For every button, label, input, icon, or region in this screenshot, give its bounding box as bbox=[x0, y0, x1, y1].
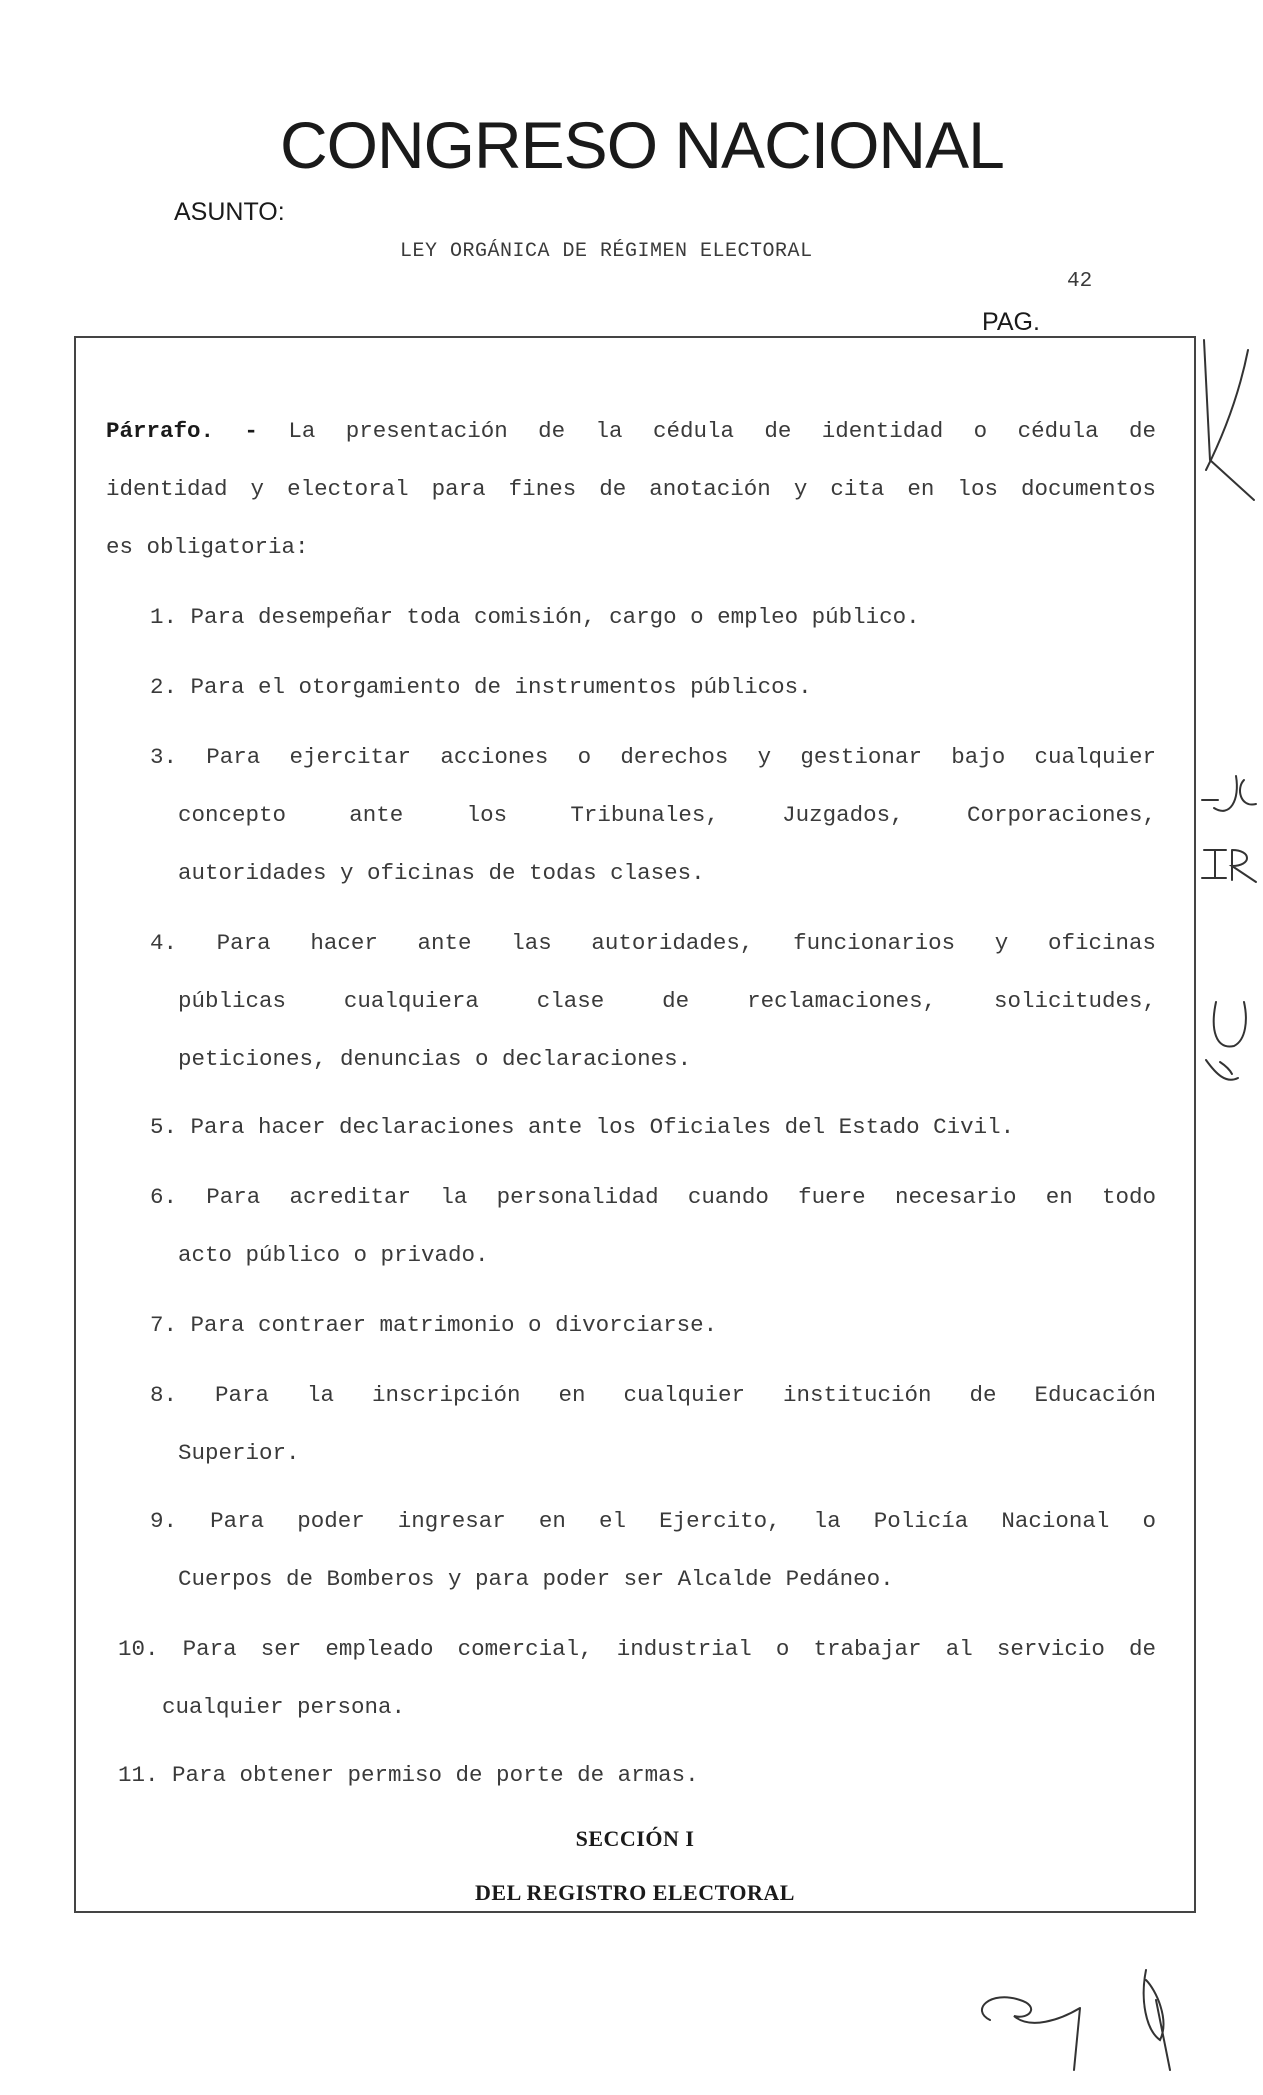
list-item-9-line-1: 9. Para poder ingresar en el Ejercito, la Policía Nacional o bbox=[150, 1508, 1156, 1534]
list-item-5: 5. Para hacer declaraciones ante los Oficiales del Estado Civil. bbox=[150, 1114, 1015, 1140]
list-item-8-line-2: Superior. bbox=[178, 1440, 300, 1466]
list-item-4-line-1: 4. Para hacer ante las autoridades, funcionarios y oficinas bbox=[150, 930, 1156, 956]
intro-line-2: identidad y electoral para fines de anotación y cita en los documentos bbox=[106, 476, 1156, 502]
paragraph-label: Párrafo. - bbox=[106, 418, 258, 444]
page-number: 42 bbox=[1067, 270, 1093, 293]
list-item-4-line-2: públicas cualquiera clase de reclamaciones, solicitudes, bbox=[178, 988, 1156, 1014]
intro-line-1: La presentación de la cédula de identidad o cédula de bbox=[288, 418, 1156, 444]
section-subtitle: DEL REGISTRO ELECTORAL bbox=[475, 1880, 795, 1905]
list-item-1: 1. Para desempeñar toda comisión, cargo o empleo público. bbox=[150, 604, 920, 630]
header-title: CONGRESO NACIONAL bbox=[280, 108, 1004, 182]
list-item-7: 7. Para contraer matrimonio o divorciarse. bbox=[150, 1312, 718, 1338]
list-item-3-line-3: autoridades y oficinas de todas clases. bbox=[178, 860, 705, 886]
list-item-6-line-2: acto público o privado. bbox=[178, 1242, 489, 1268]
intro-line-1-row bbox=[106, 418, 1156, 444]
list-item-8-line-1: 8. Para la inscripción en cualquier institución de Educación bbox=[150, 1382, 1156, 1408]
list-item-10-line-2: cualquier persona. bbox=[162, 1694, 406, 1720]
list-item-11: 11. Para obtener permiso de porte de armas. bbox=[118, 1762, 699, 1788]
section-title: SECCIÓN I bbox=[575, 1826, 695, 1851]
list-item-6-line-1: 6. Para acreditar la personalidad cuando fuere necesario en todo bbox=[150, 1184, 1156, 1210]
list-item-2: 2. Para el otorgamiento de instrumentos públicos. bbox=[150, 674, 812, 700]
list-item-9-line-2: Cuerpos de Bomberos y para poder ser Alcalde Pedáneo. bbox=[178, 1566, 894, 1592]
list-item-4-line-3: peticiones, denuncias o declaraciones. bbox=[178, 1046, 692, 1072]
list-item-3-line-1: 3. Para ejercitar acciones o derechos y gestionar bajo cualquier bbox=[150, 744, 1156, 770]
asunto-label: ASUNTO: bbox=[174, 198, 285, 226]
handwritten-signature bbox=[970, 1960, 1210, 2080]
list-item-10-line-1: 10. Para ser empleado comercial, industrial o trabajar al servicio de bbox=[118, 1636, 1156, 1662]
handwritten-margin-initials bbox=[1196, 330, 1263, 1090]
intro-line-3: es obligatoria: bbox=[106, 534, 309, 560]
page-label: PAG. bbox=[982, 308, 1040, 336]
document-subject: LEY ORGÁNICA DE RÉGIMEN ELECTORAL bbox=[400, 240, 813, 263]
list-item-3-line-2: concepto ante los Tribunales, Juzgados, Corporaciones, bbox=[178, 802, 1156, 828]
